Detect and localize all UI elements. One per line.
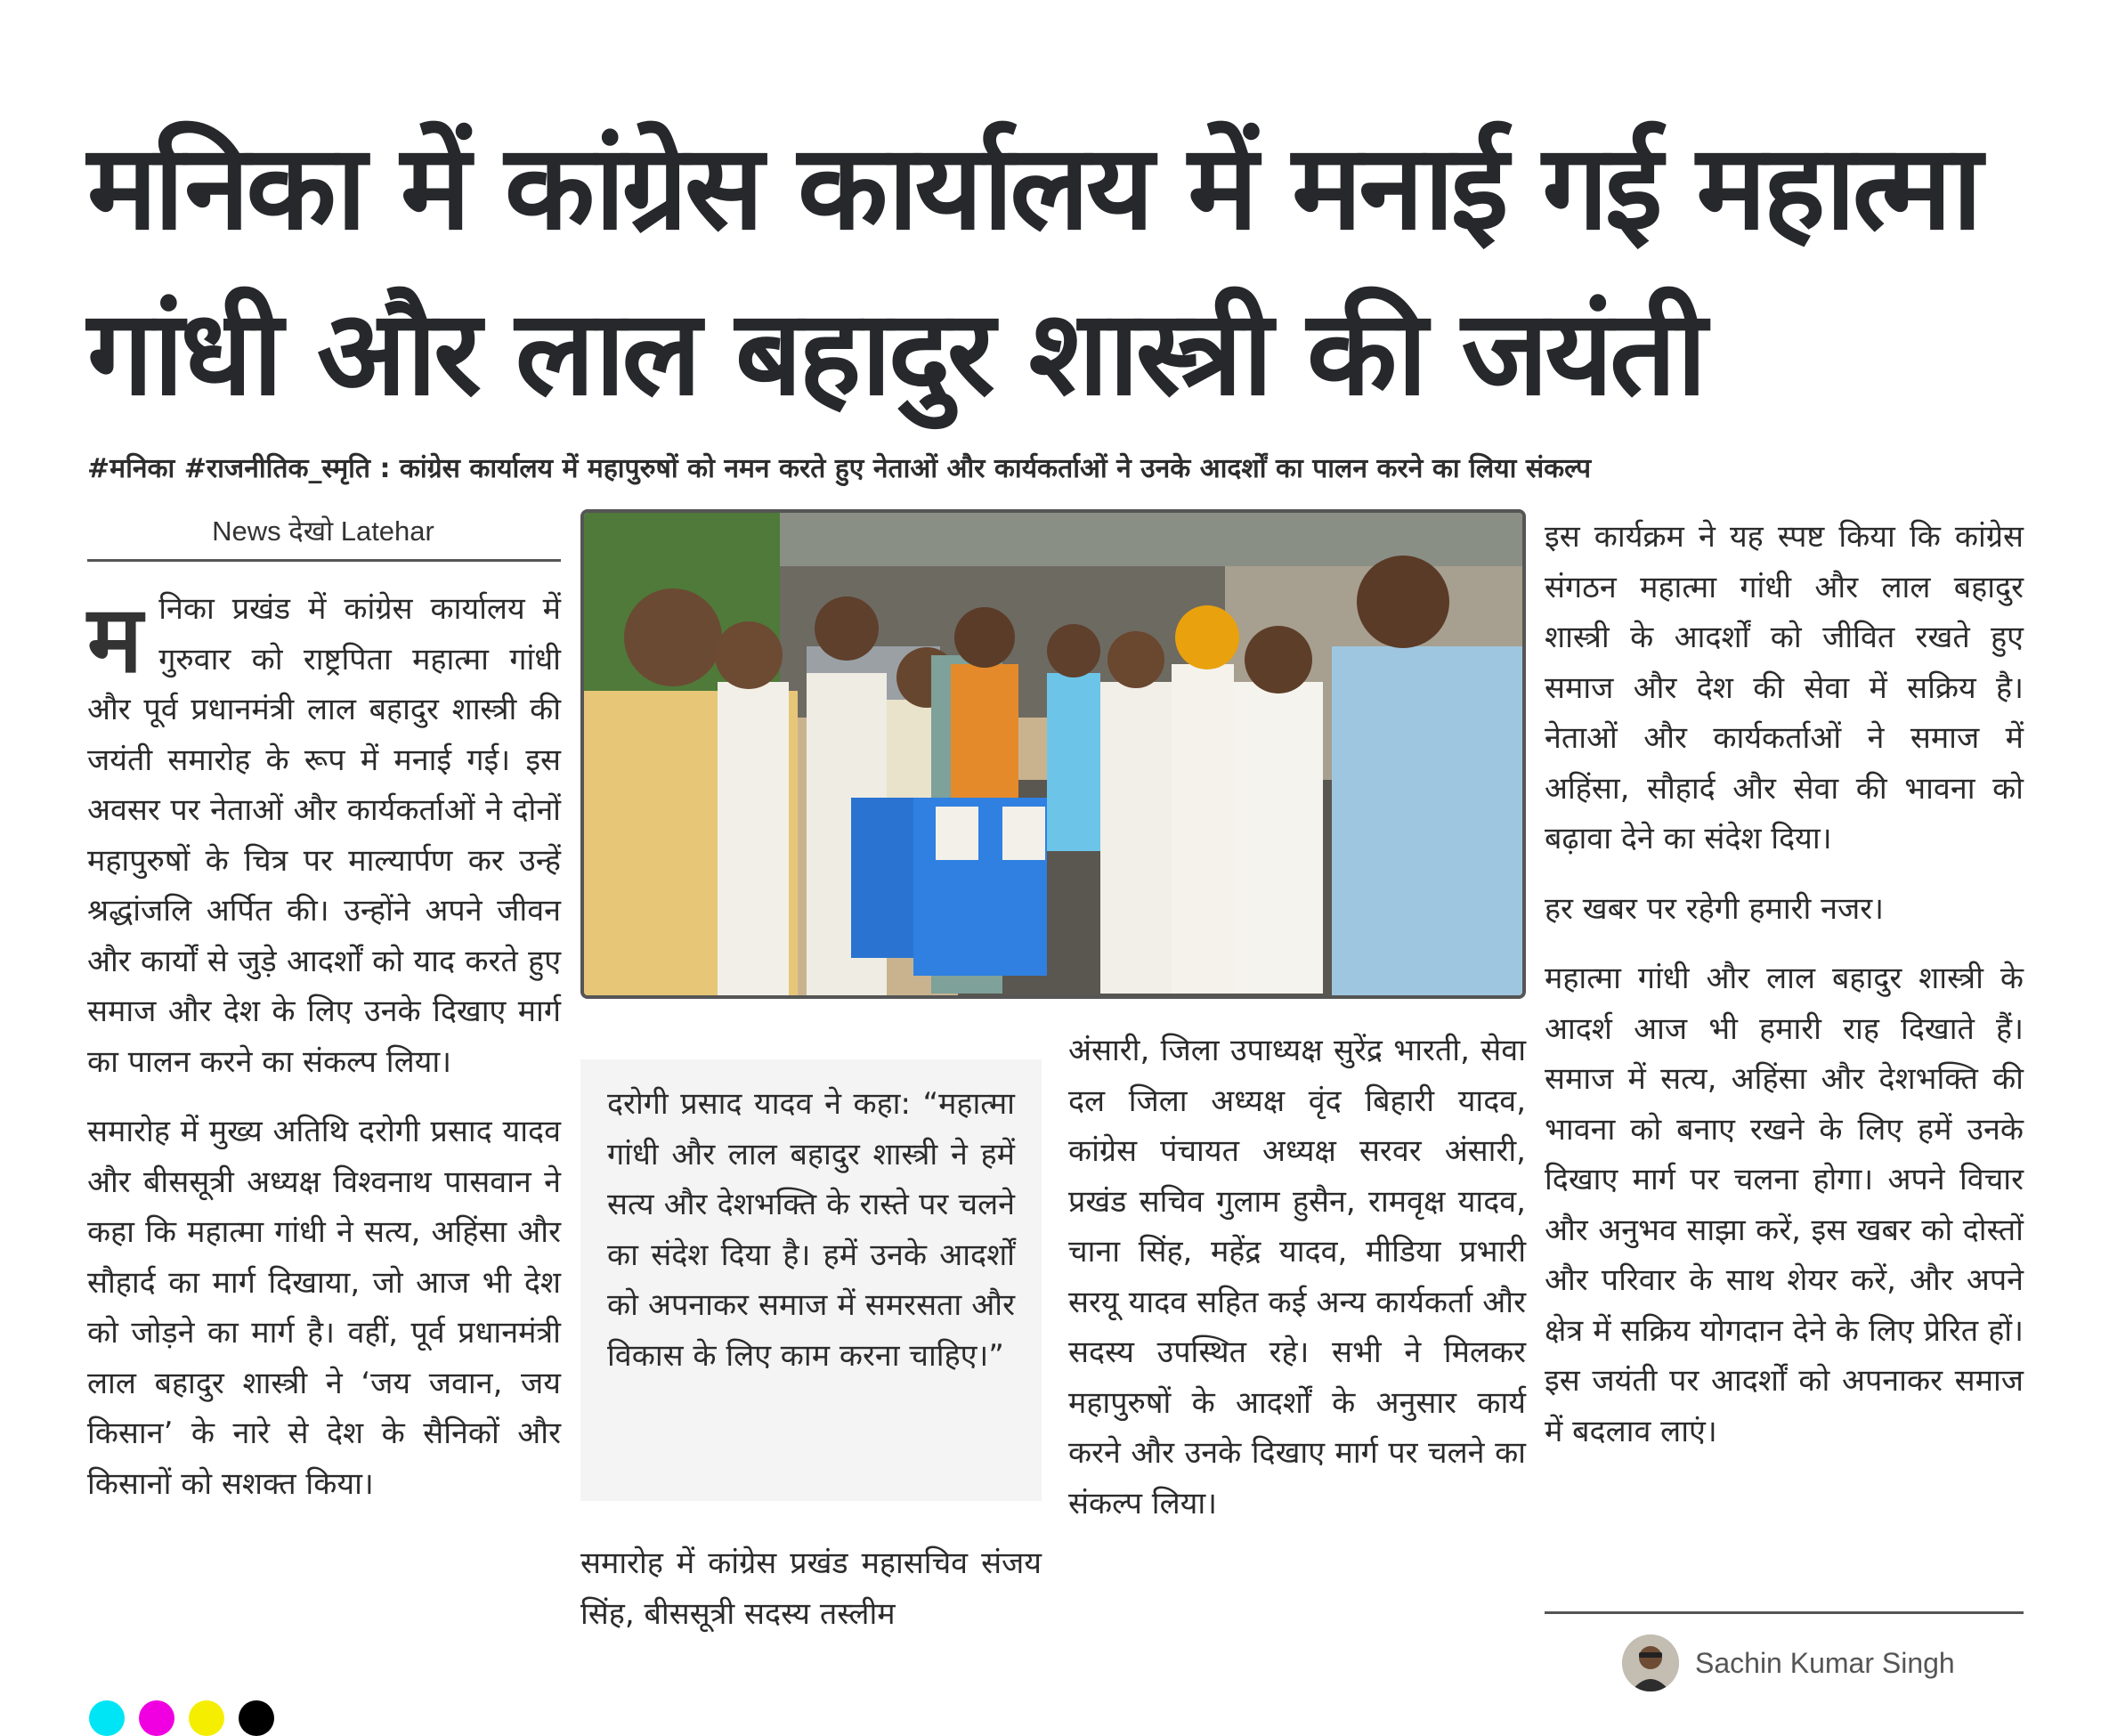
author-credit — [1622, 1635, 1955, 1691]
event-photo-illustration — [584, 513, 1522, 995]
paragraph-intro — [87, 584, 561, 1087]
paragraph-attendees: अंसारी, जिला उपाध्यक्ष सुरेंद्र भारती, सेवा दल जिला अध्यक्ष वृंद बिहारी यादव, कांग्रेस पंचायत अध्यक्ष सरवर अंसारी, प्रखंड सचिव गुलाम हुसैन, रामवृक्ष यादव, चाना सिंह, महेंद्र यादव, मीडिया प्रभारी सरयू यादव सहित कई अन्य कार्यकर्ता और सदस्य उपस्थित रहे। सभी ने मिलकर महापुरुषों के आदर्शों के अनुसार कार्य करने और उनके दिखाए मार्ग पर चलने का संकल्प लिया। — [1068, 1033, 1526, 1521]
magenta-mark — [139, 1700, 174, 1736]
paragraph-program-summary: इस कार्यक्रम ने यह स्पष्ट किया कि कांग्रेस संगठन महात्मा गांधी और लाल बहादुर शास्त्री के आदर्शों को जीवित रखते हुए समाज और देश की सेवा में सक्रिय है। नेताओं और कार्यकर्ताओं ने समाज में अहिंसा, सौहार्द और सेवा की भावना को बढ़ावा देने का संदेश दिया। — [1545, 519, 2024, 856]
byline: News देखो Latehar — [212, 515, 434, 547]
drop-cap: म — [87, 585, 143, 694]
column-1 — [87, 584, 561, 1529]
black-mark — [239, 1700, 274, 1736]
author-avatar — [1622, 1635, 1679, 1691]
paragraph-tagline: हर खबर पर रहेगी हमारी नजर। — [1545, 890, 1885, 927]
headline-line-1: मनिका में कांग्रेस कार्यालय में मनाई गई महात्मा — [87, 119, 1979, 256]
column-2-continuation — [580, 1538, 1042, 1659]
article-end-divider — [1545, 1611, 2024, 1614]
author-name: Sachin Kumar Singh — [1695, 1646, 1955, 1679]
avatar-icon — [1622, 1635, 1679, 1691]
column-3 — [1068, 1026, 1526, 1548]
paragraph-intro-text: निका प्रखंड में कांग्रेस कार्यालय में गुरुवार को राष्ट्रपिता महात्मा गांधी और पूर्व प्रधानमंत्री लाल बहादुर शास्त्री की जयंती समारोह के रूप में मनाई गई। इस अवसर पर नेताओं और कार्यकर्ताओं ने दोनों महापुरुषों के चित्र पर माल्यार्पण कर उन्हें श्रद्धांजलि अर्पित की। उन्होंने अपने जीवन और कार्यों से जुड़े आदर्शों को याद करते हुए समाज और देश के लिए उनके दिखाए मार्ग का पालन करने का संकल्प लिया। — [87, 591, 561, 1080]
event-photo — [580, 509, 1526, 999]
byline-divider — [87, 559, 561, 562]
column-4 — [1545, 512, 2024, 1476]
pull-quote: दरोगी प्रसाद यादव ने कहा: “महात्मा गांधी और लाल बहादुर शास्त्री ने हमें सत्य और देशभक्ति के रास्ते पर चलने का संदेश दिया है। हमें उनके आदर्शों को अपनाकर समाज में समरसता और विकास के लिए काम करना चाहिए।” — [580, 1059, 1042, 1501]
headline — [87, 105, 2028, 436]
headline-line-2: गांधी और लाल बहादुर शास्त्री की जयंती — [87, 285, 1704, 422]
print-registration-marks — [89, 1700, 274, 1736]
paragraph-attendees-start: समारोह में कांग्रेस प्रखंड महासचिव संजय सिंह, बीससूत्री सदस्य तस्लीम — [580, 1545, 1042, 1632]
yellow-mark — [189, 1700, 224, 1736]
paragraph-closing: महात्मा गांधी और लाल बहादुर शास्त्री के आदर्श आज भी हमारी राह दिखाते हैं। समाज में सत्य, अहिंसा और देशभक्ति की भावना को बनाए रखने के लिए हमें उनके दिखाए मार्ग पर चलना होगा। अपने विचार और अनुभव साझा करें, इस खबर को दोस्तों और परिवार के साथ शेयर करें, और अपने क्षेत्र में सक्रिय योगदान देने के लिए प्रेरित हों। इस जयंती पर आदर्शों को अपनाकर समाज में बदलाव लाएं। — [1545, 961, 2024, 1449]
subheadline: #मनिका #राजनीतिक_स्मृति : कांग्रेस कार्यालय में महापुरुषों को नमन करते हुए नेताओं और कार्यकर्ताओं ने उनके आदर्शों का पालन करने का लिया संकल्प — [87, 453, 1592, 484]
paragraph-speakers: समारोह में मुख्य अतिथि दरोगी प्रसाद यादव और बीससूत्री अध्यक्ष विश्वनाथ पासवान ने कहा कि महात्मा गांधी ने सत्य, अहिंसा और सौहार्द का मार्ग दिखाया, जो आज भी देश को जोड़ने का मार्ग है। वहीं, पूर्व प्रधानमंत्री लाल बहादुर शास्त्री ने ‘जय जवान, जय किसान’ के नारे से देश के सैनिकों और किसानों को सशक्त किया। — [87, 1114, 561, 1502]
cyan-mark — [89, 1700, 125, 1736]
